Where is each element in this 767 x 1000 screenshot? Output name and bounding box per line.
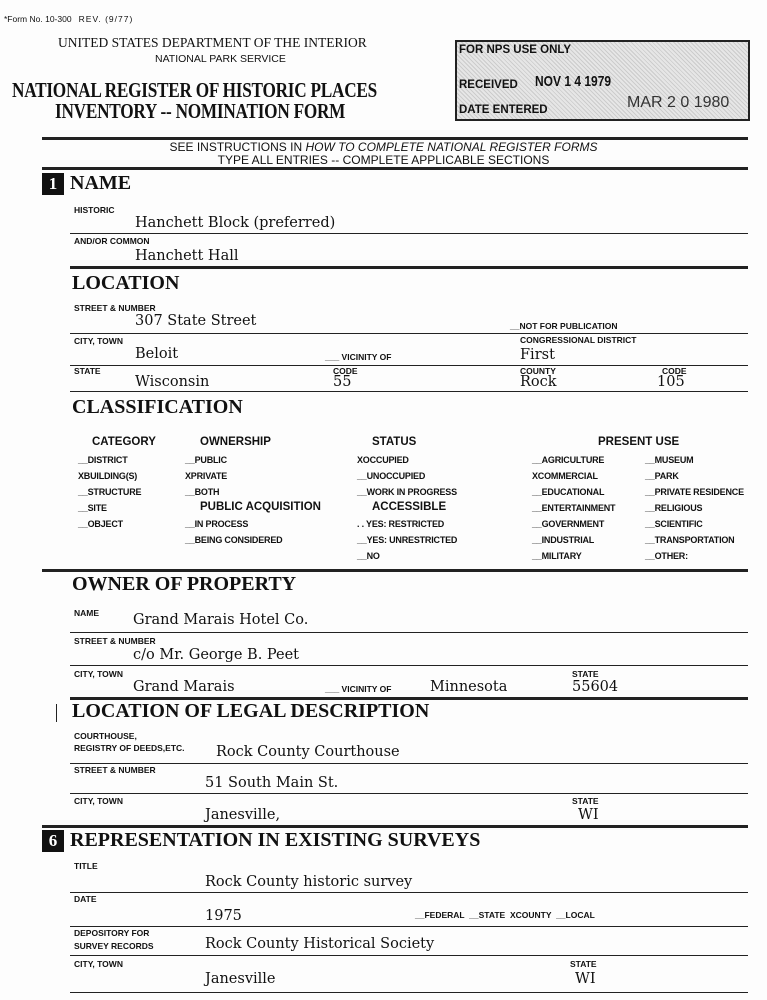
field-label: CODE	[662, 366, 687, 376]
field-label: AND/OR COMMON	[74, 236, 150, 246]
field-label: CITY, TOWN	[74, 796, 123, 806]
checkbox-option: __MUSEUM	[645, 455, 694, 465]
checkbox-option: __SITE	[78, 503, 107, 513]
field-label: DATE	[74, 894, 97, 904]
city: Beloit	[135, 346, 179, 362]
field-label: STATE	[572, 796, 599, 806]
field-label: STREET & NUMBER	[74, 636, 156, 646]
column-header: OWNERSHIP	[200, 436, 271, 448]
checkbox-option: XPRIVATE	[185, 471, 228, 481]
survey-city: Janesville	[205, 971, 276, 987]
checkbox-option: __UNOCCUPIED	[357, 471, 426, 481]
owner-city: Grand Marais	[133, 679, 235, 695]
field-label: TITLE	[74, 861, 98, 871]
field-label: CITY, TOWN	[74, 669, 123, 679]
checkbox-option: __RELIGIOUS	[645, 503, 703, 513]
field-label: CODE	[333, 366, 358, 376]
field-label: NAME	[74, 608, 100, 618]
legal-city: Janesville,	[205, 807, 281, 823]
field-label: DEPOSITORY FOR	[74, 928, 150, 938]
field-label: SURVEY RECORDS	[74, 941, 154, 951]
checkbox-option: __GOVERNMENT	[532, 519, 605, 529]
survey-levels: __FEDERAL __STATE XCOUNTY __LOCAL	[415, 910, 595, 920]
not-for-publication: __NOT FOR PUBLICATION	[510, 321, 618, 331]
depository: Rock County Historical Society	[205, 936, 435, 952]
owner-name: Grand Marais Hotel Co.	[133, 612, 309, 628]
field-label: STREET & NUMBER	[74, 303, 156, 313]
field-label: COURTHOUSE,	[74, 731, 137, 741]
checkbox-option: __TRANSPORTATION	[645, 535, 735, 545]
department: UNITED STATES DEPARTMENT OF THE INTERIOR	[58, 35, 367, 50]
nps-box-title: FOR NPS USE ONLY	[459, 44, 572, 56]
section-heading: OWNER OF PROPERTY	[72, 573, 297, 595]
checkbox-option: __INDUSTRIAL	[532, 535, 595, 545]
checkbox-option: XCOMMERCIAL	[532, 471, 598, 481]
column-subheader: PUBLIC ACQUISITION	[200, 501, 321, 513]
checkbox-option: __SCIENTIFIC	[645, 519, 703, 529]
section-heading: LOCATION OF LEGAL DESCRIPTION	[72, 700, 430, 722]
state: Wisconsin	[135, 374, 210, 390]
checkbox-option: __IN PROCESS	[185, 519, 249, 529]
instructions-2: TYPE ALL ENTRIES -- COMPLETE APPLICABLE SECTIONS	[217, 153, 550, 167]
nps-use-box	[455, 40, 750, 121]
county-code: 105	[657, 374, 685, 390]
courthouse: Rock County Courthouse	[216, 744, 400, 760]
field-label: STREET & NUMBER	[74, 765, 156, 775]
section-heading: NAME	[70, 172, 132, 194]
checkbox-option: __MILITARY	[532, 551, 582, 561]
entered-stamp: MAR 2 0 1980	[627, 94, 730, 111]
checkbox-option: . . YES: RESTRICTED	[357, 519, 445, 529]
checkbox-option: __YES: UNRESTRICTED	[357, 535, 458, 545]
received-stamp: NOV 1 4 1979	[535, 73, 612, 90]
checkbox-option: __NO	[357, 551, 380, 561]
historic-name: Hanchett Block (preferred)	[135, 215, 336, 231]
column-header: STATUS	[372, 436, 417, 448]
instructions-1: SEE INSTRUCTIONS IN HOW TO COMPLETE NATIONAL REGISTER FORMS	[169, 140, 598, 154]
checkbox-option: XOCCUPIED	[357, 455, 409, 465]
form-number: *Form No. 10-300 REV. (9/77)	[4, 14, 134, 24]
field-label: HISTORIC	[74, 205, 115, 215]
column-header: CATEGORY	[92, 436, 156, 448]
section-heading: LOCATION	[72, 272, 180, 294]
legal-street: 51 South Main St.	[205, 775, 339, 791]
form-title-1: NATIONAL REGISTER OF HISTORIC PLACES	[12, 78, 377, 102]
field-label: CITY, TOWN	[74, 959, 123, 969]
checkbox-option: __DISTRICT	[78, 455, 128, 465]
survey-date: 1975	[205, 908, 242, 924]
checkbox-option: __OTHER:	[645, 551, 688, 561]
owner-state: Minnesota	[430, 679, 508, 695]
common-name: Hanchett Hall	[135, 248, 239, 264]
congressional-district: First	[520, 347, 555, 363]
date-entered-label: DATE ENTERED	[459, 104, 548, 116]
checkbox-option: __ENTERTAINMENT	[532, 503, 616, 513]
checkbox-option: __BEING CONSIDERED	[185, 535, 283, 545]
checkbox-option: __AGRICULTURE	[532, 455, 605, 465]
checkbox-option: __EDUCATIONAL	[532, 487, 605, 497]
field-label: REGISTRY OF DEEDS,ETC.	[74, 743, 185, 753]
checkbox-option: __PRIVATE RESIDENCE	[645, 487, 744, 497]
county: Rock	[520, 374, 557, 390]
legal-state: WI	[578, 807, 599, 823]
section-number: 1	[42, 173, 64, 195]
form-title-2: INVENTORY -- NOMINATION FORM	[55, 99, 346, 123]
checkbox-option: XBUILDING(S)	[78, 471, 138, 481]
street: 307 State Street	[135, 313, 257, 329]
section-heading: CLASSIFICATION	[72, 396, 243, 418]
vicinity: ___ VICINITY OF	[325, 352, 392, 362]
checkbox-option: __PARK	[645, 471, 679, 481]
column-header: PRESENT USE	[598, 436, 680, 448]
checkbox-option: __STRUCTURE	[78, 487, 142, 497]
survey-title: Rock County historic survey	[205, 874, 413, 890]
field-label: COUNTY	[520, 366, 556, 376]
survey-state: WI	[575, 971, 596, 987]
checkbox-option: __WORK IN PROGRESS	[357, 487, 457, 497]
field-label: STATE	[570, 959, 597, 969]
owner-street: c/o Mr. George B. Peet	[133, 647, 300, 663]
field-label: STATE	[74, 366, 101, 376]
vicinity: ___ VICINITY OF	[325, 684, 392, 694]
field-label: CITY, TOWN	[74, 336, 123, 346]
checkbox-option: __BOTH	[185, 487, 220, 497]
section-heading: REPRESENTATION IN EXISTING SURVEYS	[70, 829, 481, 851]
checkbox-option: __PUBLIC	[185, 455, 227, 465]
field-label: CONGRESSIONAL DISTRICT	[520, 335, 637, 345]
state-code: 55	[333, 374, 352, 390]
service: NATIONAL PARK SERVICE	[155, 53, 286, 65]
column-subheader: ACCESSIBLE	[372, 501, 447, 513]
checkbox-option: __OBJECT	[78, 519, 123, 529]
field-label: STATE	[572, 669, 599, 679]
section-number: 6	[42, 830, 64, 852]
owner-zip: 55604	[572, 679, 619, 695]
received-label: RECEIVED	[459, 79, 518, 91]
